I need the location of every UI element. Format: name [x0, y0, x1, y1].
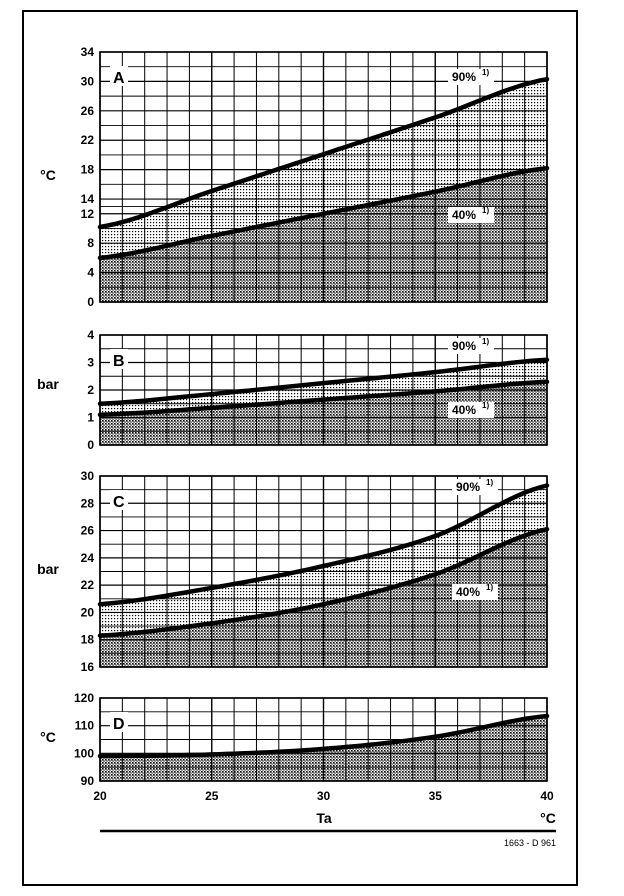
- series-label: 40%: [452, 208, 477, 222]
- y-tick-label: 4: [87, 328, 94, 342]
- y-axis-unit-label: °C: [40, 167, 56, 183]
- chart-panels: [37, 45, 554, 803]
- y-tick-label: 90: [80, 774, 94, 788]
- figure-footer: [100, 810, 556, 848]
- y-tick-label: 14: [80, 192, 94, 207]
- panel-b: [37, 328, 547, 452]
- y-tick-label: 22: [80, 578, 94, 593]
- panel-d: [40, 691, 554, 803]
- series-label: 90%: [452, 339, 477, 353]
- x-tick-label: 30: [316, 789, 331, 803]
- panel-letter: B: [113, 353, 125, 370]
- x-axis-unit: °C: [540, 810, 556, 826]
- y-tick-label: 4: [87, 265, 94, 280]
- y-tick-label: 20: [80, 605, 94, 620]
- panel-letter: C: [113, 494, 125, 511]
- y-tick-label: 18: [80, 162, 94, 177]
- panel-a: [40, 45, 547, 309]
- x-tick-label: 25: [205, 789, 219, 803]
- y-tick-label: 28: [80, 496, 94, 511]
- y-tick-label: 0: [87, 438, 94, 452]
- y-tick-label: 3: [87, 355, 94, 370]
- series-footnote: 1): [482, 206, 490, 215]
- series-label: 90%: [456, 480, 481, 494]
- x-tick-label: 40: [540, 789, 554, 803]
- x-tick-label: 35: [428, 789, 442, 803]
- y-tick-label: 1: [87, 410, 94, 425]
- y-tick-label: 2: [87, 383, 94, 397]
- series-label: 40%: [452, 403, 477, 417]
- y-tick-label: 30: [80, 74, 94, 89]
- y-tick-label: 120: [73, 691, 94, 705]
- figure-code: 1663 - D 961: [503, 838, 556, 848]
- series-label: 90%: [452, 70, 477, 84]
- y-tick-label: 26: [80, 103, 94, 118]
- series-footnote: 1): [486, 478, 494, 487]
- y-tick-label: 22: [80, 133, 94, 148]
- series-footnote: 1): [486, 583, 494, 592]
- y-axis-unit-label: bar: [37, 561, 59, 577]
- y-tick-label: 8: [87, 236, 94, 251]
- x-tick-label: 20: [93, 789, 107, 803]
- series-footnote: 1): [482, 68, 490, 77]
- y-tick-label: 16: [80, 660, 94, 674]
- y-tick-label: 110: [74, 718, 94, 733]
- y-tick-label: 100: [73, 746, 94, 761]
- y-axis-unit-label: bar: [37, 376, 59, 392]
- y-tick-label: 26: [80, 523, 94, 538]
- series-label: 40%: [456, 585, 481, 599]
- x-axis-label: Ta: [316, 810, 332, 826]
- y-axis-unit-label: °C: [40, 729, 56, 745]
- y-tick-label: 30: [80, 469, 94, 483]
- panel-c: [37, 469, 547, 674]
- y-tick-label: 34: [80, 45, 94, 59]
- y-tick-label: 0: [87, 295, 94, 309]
- series-footnote: 1): [482, 337, 490, 346]
- y-tick-label: 24: [80, 550, 94, 565]
- y-tick-label: 12: [80, 206, 94, 221]
- panel-letter: D: [113, 716, 125, 733]
- series-footnote: 1): [482, 401, 490, 410]
- y-tick-label: 18: [80, 632, 94, 647]
- panel-letter: A: [113, 70, 125, 87]
